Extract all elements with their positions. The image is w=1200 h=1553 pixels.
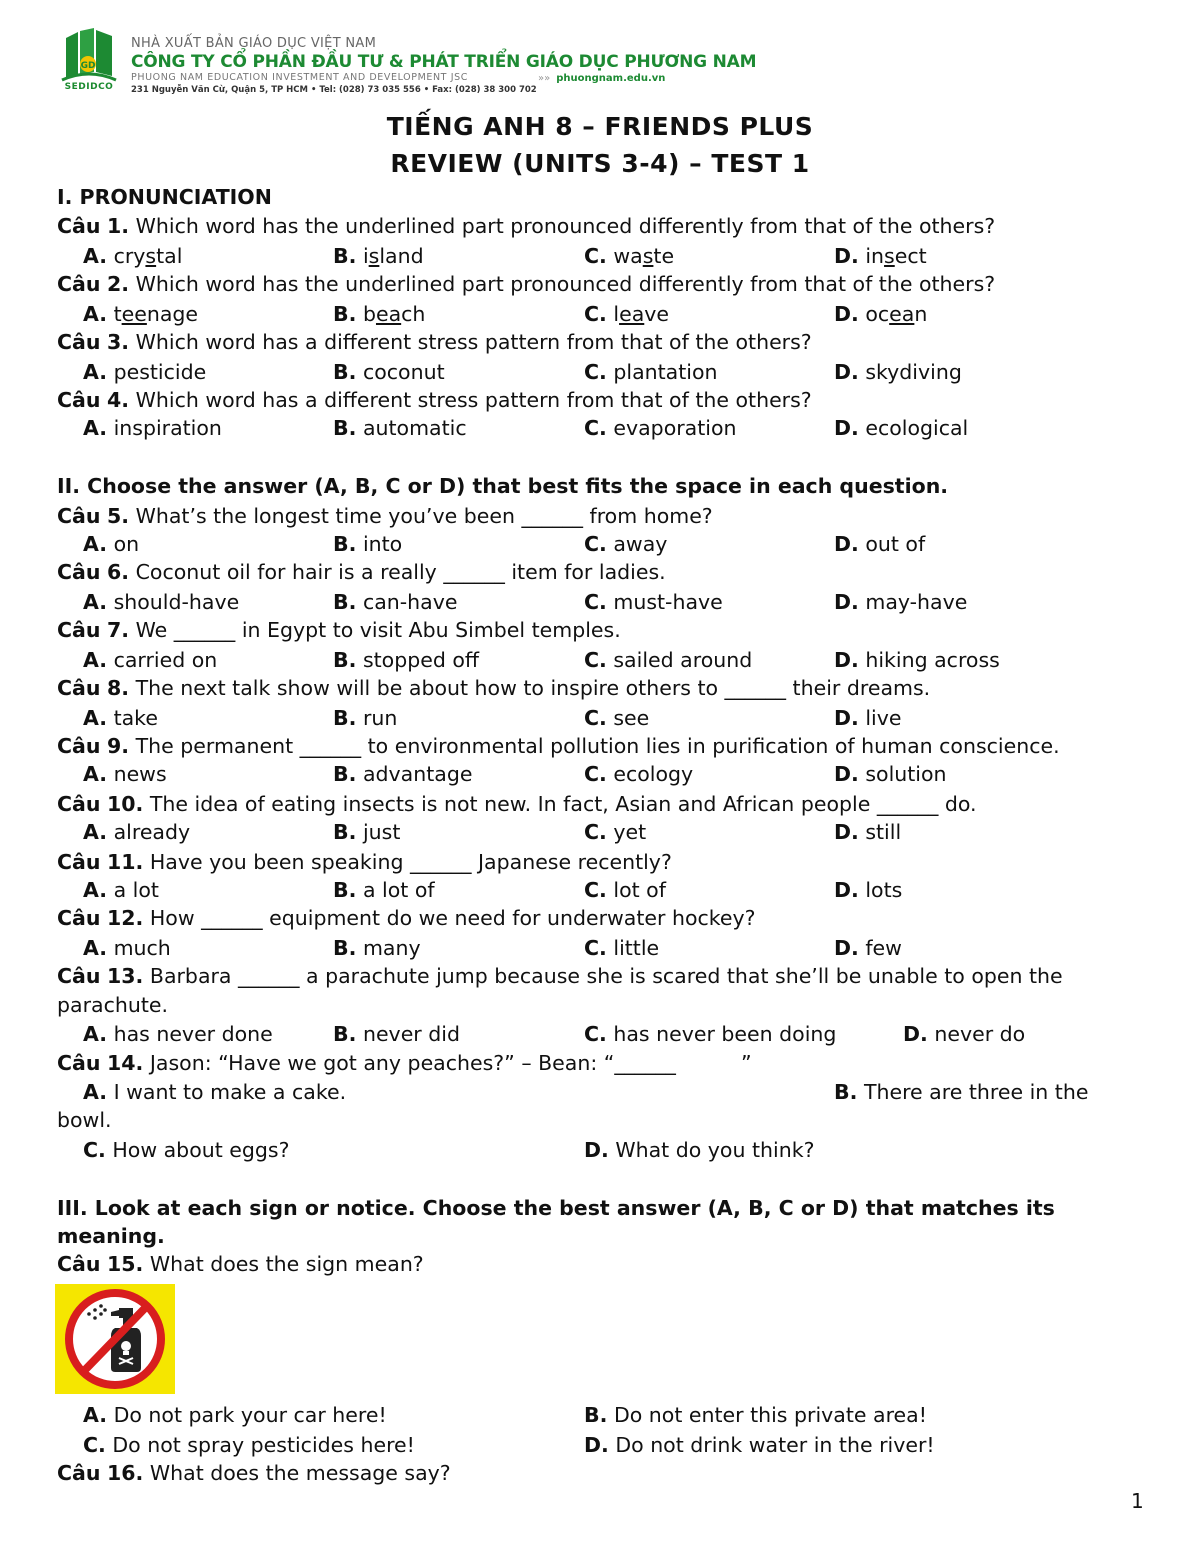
option-a[interactable]: A. a lot <box>83 878 159 902</box>
option-d[interactable]: D. lots <box>834 878 903 902</box>
option-c[interactable]: C. plantation <box>584 360 718 384</box>
section-heading: III. Look at each sign or notice. Choose the best answer (A, B, C or D) that matches its <box>57 1196 1055 1220</box>
page-subtitle: REVIEW (UNITS 3-4) – TEST 1 <box>390 149 810 178</box>
question-5: Câu 5. What’s the longest time you’ve been ______ from home? <box>57 504 713 528</box>
option-a[interactable]: A. carried on <box>83 648 218 672</box>
question-15: Câu 15. What does the sign mean? <box>57 1252 424 1276</box>
option-b[interactable]: B. There are three in the <box>834 1080 1089 1104</box>
section-heading: I. PRONUNCIATION <box>57 185 272 209</box>
option-d[interactable]: D. insect <box>834 244 927 268</box>
option-a[interactable]: A. crystal <box>83 244 183 268</box>
option-a[interactable]: A. I want to make a cake. <box>83 1080 347 1104</box>
option-d[interactable]: D. may-have <box>834 590 968 614</box>
option-b[interactable]: B. run <box>333 706 398 730</box>
option-d[interactable]: D. hiking across <box>834 648 1000 672</box>
question-8: Câu 8. The next talk show will be about how to inspire others to ______ their dreams. <box>57 676 931 700</box>
option-c[interactable]: C. leave <box>584 302 670 326</box>
option-d[interactable]: D. Do not drink water in the river! <box>584 1433 935 1457</box>
publisher-line: NHÀ XUẤT BẢN GIÁO DỤC VIỆT NAM <box>131 36 377 51</box>
option-a[interactable]: A. inspiration <box>83 416 222 440</box>
option-c[interactable]: C. Do not spray pesticides here! <box>83 1433 415 1457</box>
question-12: Câu 12. How ______ equipment do we need for underwater hockey? <box>57 906 756 930</box>
page-title: TIẾNG ANH 8 – FRIENDS PLUS <box>386 112 814 141</box>
option-c[interactable]: C. How about eggs? <box>83 1138 290 1162</box>
option-c[interactable]: C. see <box>584 706 650 730</box>
option-a[interactable]: A. take <box>83 706 158 730</box>
option-a[interactable]: A. should-have <box>83 590 240 614</box>
no-spray-sign-icon <box>55 1284 175 1394</box>
question-14: Câu 14. Jason: “Have we got any peaches?” – Bean: “______ ” <box>57 1051 752 1075</box>
question-13: Câu 13. Barbara ______ a parachute jump because she is scared that she’ll be unable to open the <box>57 964 1063 988</box>
option-b[interactable]: B. a lot of <box>333 878 435 902</box>
option-b[interactable]: B. never did <box>333 1022 460 1046</box>
logo-text: SEDIDCO <box>64 82 114 92</box>
question-6: Câu 6. Coconut oil for hair is a really ______ item for ladies. <box>57 560 666 584</box>
option-c[interactable]: C. ecology <box>584 762 694 786</box>
option-c[interactable]: C. has never been doing <box>584 1022 837 1046</box>
section-heading-continued: meaning. <box>57 1224 165 1248</box>
option-b[interactable]: B. automatic <box>333 416 467 440</box>
option-b[interactable]: B. beach <box>333 302 426 326</box>
option-d[interactable]: D. still <box>834 820 902 844</box>
option-a[interactable]: A. teenage <box>83 302 199 326</box>
option-b[interactable]: B. advantage <box>333 762 473 786</box>
option-c[interactable]: C. little <box>584 936 660 960</box>
section-heading: II. Choose the answer (A, B, C or D) that best fits the space in each question. <box>57 474 949 498</box>
option-c[interactable]: C. lot of <box>584 878 666 902</box>
question-9: Câu 9. The permanent ______ to environmental pollution lies in purification of human conscience. <box>57 734 1060 758</box>
question-7: Câu 7. We ______ in Egypt to visit Abu Simbel temples. <box>57 618 621 642</box>
option-a[interactable]: A. Do not park your car here! <box>83 1403 387 1427</box>
option-c[interactable]: C. away <box>584 532 668 556</box>
website-link[interactable]: »» phuongnam.edu.vn <box>538 73 665 84</box>
question-16: Câu 16. What does the message say? <box>57 1461 451 1485</box>
option-a[interactable]: A. on <box>83 532 140 556</box>
option-d[interactable]: D. solution <box>834 762 947 786</box>
option-a[interactable]: A. pesticide <box>83 360 207 384</box>
option-a[interactable]: A. much <box>83 936 171 960</box>
option-d[interactable]: D. never do <box>903 1022 1026 1046</box>
option-d[interactable]: D. few <box>834 936 902 960</box>
question-13-continued: parachute. <box>57 993 168 1017</box>
svg-text:GD: GD <box>80 61 96 71</box>
option-a[interactable]: A. has never done <box>83 1022 273 1046</box>
sedidco-logo-icon <box>58 28 120 94</box>
question-4: Câu 4. Which word has a different stress pattern from that of the others? <box>57 388 812 412</box>
option-b[interactable]: B. many <box>333 936 421 960</box>
question-3: Câu 3. Which word has a different stress pattern from that of the others? <box>57 330 812 354</box>
question-10: Câu 10. The idea of eating insects is not new. In fact, Asian and African people ______ do. <box>57 792 977 816</box>
option-d[interactable]: D. ocean <box>834 302 928 326</box>
option-a[interactable]: A. news <box>83 762 167 786</box>
option-b[interactable]: B. can-have <box>333 590 458 614</box>
option-c[interactable]: C. sailed around <box>584 648 753 672</box>
question-11: Câu 11. Have you been speaking ______ Japanese recently? <box>57 850 672 874</box>
option-b[interactable]: B. coconut <box>333 360 445 384</box>
company-address: 231 Nguyễn Văn Cừ, Quận 5, TP HCM • Tel: (028) 73 035 556 • Fax: (028) 38 300 702 <box>131 85 537 95</box>
option-c[interactable]: C. waste <box>584 244 675 268</box>
option-d[interactable]: D. skydiving <box>834 360 962 384</box>
option-d[interactable]: D. live <box>834 706 902 730</box>
option-b[interactable]: B. just <box>333 820 401 844</box>
option-d[interactable]: D. What do you think? <box>584 1138 815 1162</box>
option-c[interactable]: C. must-have <box>584 590 723 614</box>
option-b[interactable]: B. into <box>333 532 403 556</box>
option-b-continued: bowl. <box>57 1108 112 1132</box>
option-c[interactable]: C. yet <box>584 820 647 844</box>
company-name: CÔNG TY CỔ PHẦN ĐẦU TƯ & PHÁT TRIỂN GIÁO DỤC PHƯƠNG NAM <box>131 52 757 72</box>
option-a[interactable]: A. already <box>83 820 191 844</box>
option-b[interactable]: B. Do not enter this private area! <box>584 1403 927 1427</box>
option-b[interactable]: B. island <box>333 244 424 268</box>
question-1: Câu 1. Which word has the underlined part pronounced differently from that of the others? <box>57 214 996 238</box>
page-number: 1 <box>1131 1489 1144 1513</box>
option-d[interactable]: D. out of <box>834 532 926 556</box>
option-d[interactable]: D. ecological <box>834 416 969 440</box>
publisher-header <box>58 28 758 100</box>
question-2: Câu 2. Which word has the underlined part pronounced differently from that of the others? <box>57 272 996 296</box>
option-c[interactable]: C. evaporation <box>584 416 737 440</box>
option-b[interactable]: B. stopped off <box>333 648 480 672</box>
company-name-en: PHUONG NAM EDUCATION INVESTMENT AND DEVELOPMENT JSC <box>131 72 468 83</box>
